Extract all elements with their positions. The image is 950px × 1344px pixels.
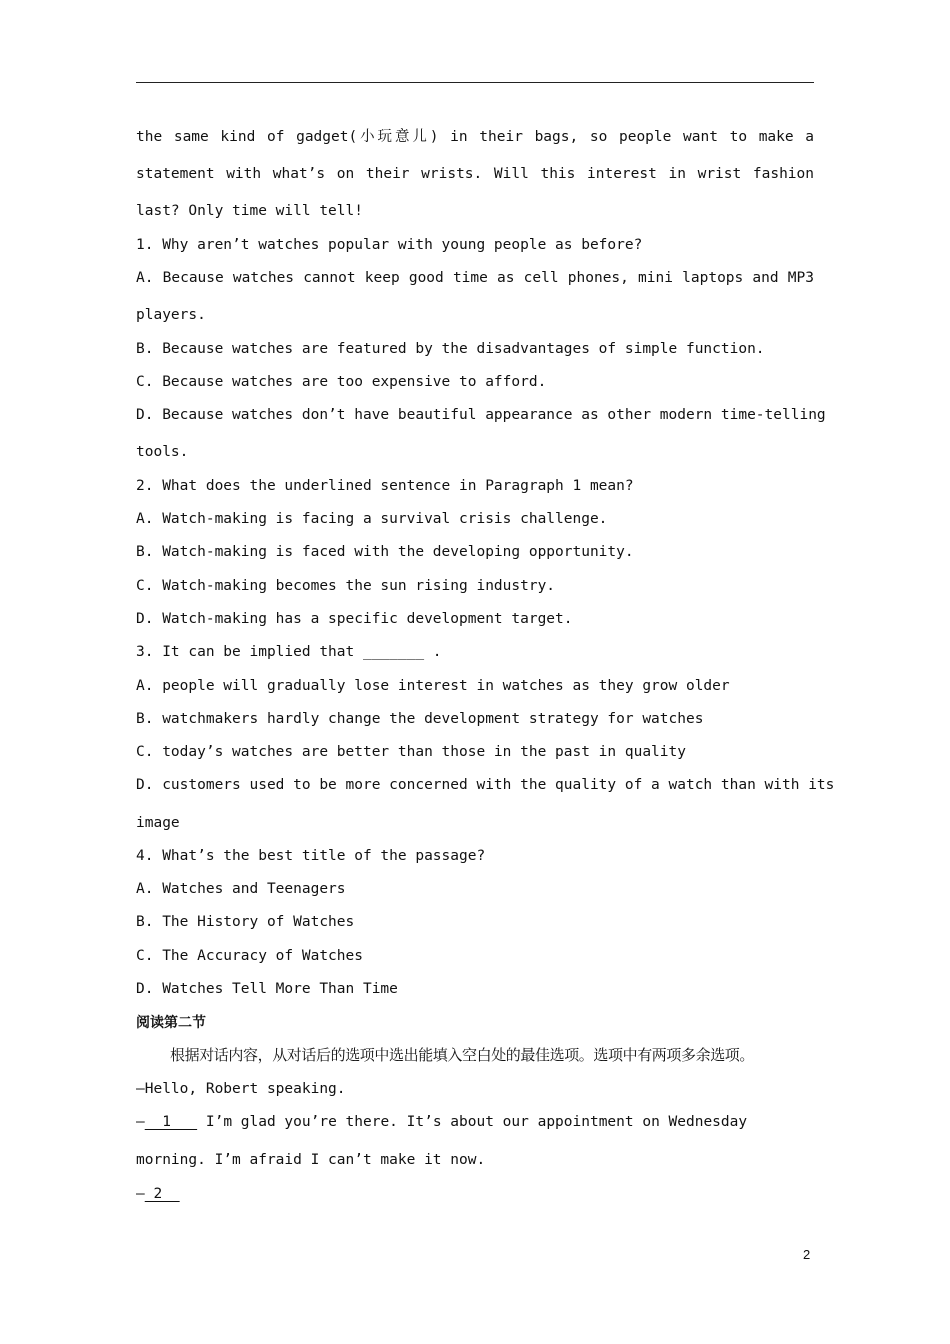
option-d-continued: image — [136, 815, 180, 831]
question-stem: 1. Why aren’t watches popular with young people as before? — [136, 237, 643, 253]
option-b: B. Because watches are featured by the disadvantages of simple function. — [136, 341, 765, 357]
header-rule — [136, 82, 814, 83]
section-instruction: 根据对话内容，从对话后的选项中选出能填入空白处的最佳选项。选项中有两项多余选项。 — [170, 1046, 755, 1064]
option-d: D. Watch-making has a specific development target. — [136, 611, 573, 627]
answer-blank-2[interactable]: 2 — [144, 1186, 180, 1202]
option-a: A. Because watches cannot keep good time as cell phones, mini laptops and MP3 — [136, 270, 814, 286]
section-heading: 阅读第二节 — [136, 1015, 206, 1031]
option-a: A. Watches and Teenagers — [136, 881, 346, 897]
passage-line: the same kind of gadget(小玩意儿) in their bags, so people want to make a — [136, 129, 814, 145]
dialogue-line: morning. I’m afraid I can’t make it now. — [136, 1152, 486, 1168]
option-d: D. Because watches don’t have beautiful appearance as other modern time-telling — [136, 407, 826, 423]
dialogue-line: —Hello, Robert speaking. — [136, 1081, 346, 1097]
option-b: B. Watch-making is faced with the developing opportunity. — [136, 544, 634, 560]
option-d: D. Watches Tell More Than Time — [136, 981, 398, 997]
option-c: C. today’s watches are better than those in the past in quality — [136, 744, 686, 760]
option-d: D. customers used to be more concerned with the quality of a watch than with its — [136, 777, 835, 793]
dash: — — [136, 1186, 145, 1202]
option-b: B. watchmakers hardly change the development strategy for watches — [136, 711, 704, 727]
option-c: C. Watch-making becomes the sun rising industry. — [136, 578, 556, 594]
option-b: B. The History of Watches — [136, 914, 355, 930]
question-stem: 2. What does the underlined sentence in Paragraph 1 mean? — [136, 478, 634, 494]
question-stem: 3. It can be implied that _______ . — [136, 644, 442, 660]
question-stem: 4. What’s the best title of the passage? — [136, 848, 486, 864]
answer-blank-1[interactable]: 1 — [144, 1114, 198, 1130]
dash: — — [136, 1114, 145, 1130]
option-a: A. Watch-making is facing a survival crisis challenge. — [136, 511, 608, 527]
option-c: C. Because watches are too expensive to afford. — [136, 374, 547, 390]
dialogue-line — [136, 1184, 814, 1204]
dialogue-line — [136, 1112, 814, 1132]
page-number: 2 — [803, 1247, 811, 1262]
option-a: A. people will gradually lose interest in watches as they grow older — [136, 678, 730, 694]
dialogue-text: I’m glad you’re there. It’s about our appointment on Wednesday — [197, 1114, 748, 1130]
option-d-continued: tools. — [136, 444, 189, 460]
option-a-continued: players. — [136, 307, 206, 323]
passage-line: statement with what’s on their wrists. Will this interest in wrist fashion — [136, 166, 814, 182]
option-c: C. The Accuracy of Watches — [136, 948, 363, 964]
passage-line: last? Only time will tell! — [136, 203, 363, 219]
